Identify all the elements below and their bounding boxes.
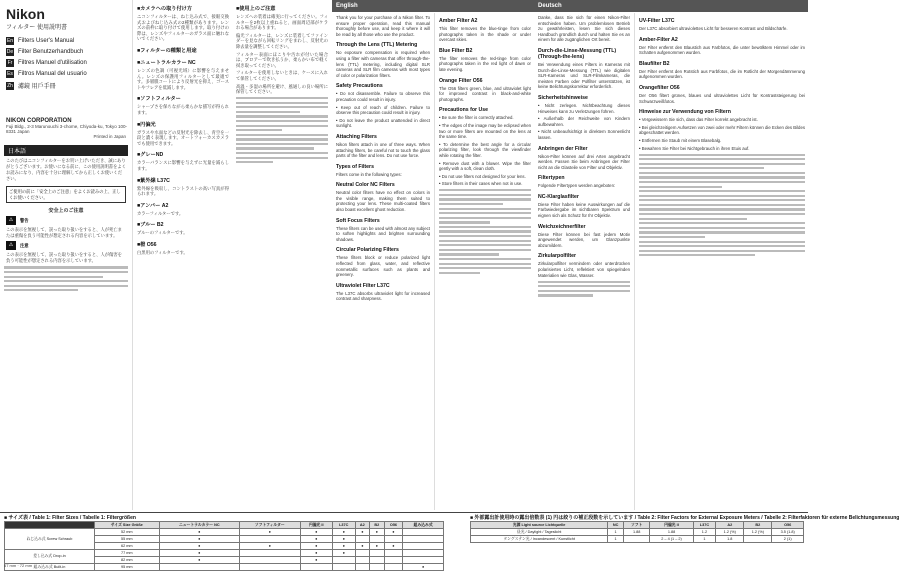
bottom-tables xyxy=(0,512,899,571)
table-cell: 1.88 xyxy=(623,529,649,536)
bullet-text: Do not use filters not designed for your lens. xyxy=(441,173,526,179)
section-heading: ■アンバー A2 xyxy=(137,202,169,209)
lang-code: Es xyxy=(7,71,13,77)
table-cell: 77 mm xyxy=(95,550,160,557)
table-cell: 1 xyxy=(693,536,716,543)
japanese-heading: 日本語 xyxy=(4,145,128,156)
section-text: Der Filter entfernt den Rotstich aus Farbfotos, die im Rotlicht der Morgendämmerung aufgenommen wurden. xyxy=(639,68,805,80)
section-text: レンズの色調（可視光域）に影響を与えません。レンズの保護用フィルターとして最適です。多層膜コートにより反射光を抑え、ゴーストやフレアを低減します。 xyxy=(137,67,229,90)
bullet-item: • Remove dust with a blower. Wipe the filter gently with a soft, clean cloth. xyxy=(439,160,531,172)
table-cell: 82 mm xyxy=(95,557,160,564)
section-text: Diese Filter können bei fast jedem Motiv angewendet werden, um Glanzpunkte abzumildern. xyxy=(538,231,630,248)
lang-code: Fr xyxy=(7,60,13,66)
bullet-text: Store filters in their cases when not in use. xyxy=(441,181,523,187)
section-heading: Amber-Filter A2 xyxy=(639,36,678,43)
text-lines-decoration xyxy=(439,189,531,274)
section-heading: Orangefilter O56 xyxy=(639,84,680,91)
section-text: Bei Verwendung eines Filters in Kameras mit Durch-die-Linse-Messung (TTL) wie digitalen SLR-Kameras und SLR-Filmkameras, die meisten Farben oder Polfilter unterstützen, ist keine Belichtungskorrektur erforderlich. xyxy=(538,61,630,90)
section-text: Filters come in the following types: xyxy=(336,171,402,177)
bullet-item: • The edges of the image may be eclipsed when two or more filters are mounted on the lens at the same time. xyxy=(439,122,532,140)
section-heading: Hinweise zur Verwendung von Filtern xyxy=(639,109,731,116)
bullet-text: Außerhalb der Reichweite von Kindern aufbewahren. xyxy=(538,116,630,127)
lang-label: 濾鏡 用戶手冊 xyxy=(18,84,56,90)
section-heading: Zirkularpolfilter xyxy=(538,253,577,260)
caution-text: この表示を無視して、誤った取り扱いをすると、人が傷害を負う可能性が想定される内容を示しています。 xyxy=(6,252,122,263)
table-cell: 1 xyxy=(608,536,624,543)
text-lines-decoration xyxy=(236,97,328,163)
bullet-text: Do not leave the product unattended in direct sunlight. xyxy=(336,117,430,129)
table-row xyxy=(471,529,804,536)
section-text: カラーバランスに影響を与えずに光量を減らします。 xyxy=(137,160,229,171)
section-heading: Types of Filters xyxy=(336,163,374,170)
section-heading: ■橙 O56 xyxy=(137,241,157,248)
language-list xyxy=(6,37,132,90)
table-header-cell: ソフト xyxy=(623,522,649,529)
japanese-column-2 xyxy=(232,0,332,510)
section-text: Diese Filter haben keine Auswirkungen auf die Farbwiedergabe im sichtbaren Spektrum und eignen sich als Schutz für Ihr Objektiv. xyxy=(538,201,630,219)
table-cell: 1.2 (%) xyxy=(744,529,772,536)
factor-table xyxy=(470,521,804,543)
section-heading: Anbringen der Filter xyxy=(538,145,588,152)
bullet-item: • Außerhalb der Reichweite von Kindern aufbewahren. xyxy=(538,116,630,127)
size-67: 67 mm xyxy=(4,563,17,568)
table-cell: 昼光 / Daylight / Tageslicht xyxy=(471,529,608,536)
table-row: 組み込み式 Built-in 95 mm ● xyxy=(5,564,444,571)
lang-label: Filter Benutzerhandbuch xyxy=(18,49,84,55)
bullet-text: Vergewissern Sie sich, dass das Filter korrekt angebracht ist. xyxy=(641,117,758,123)
section-heading: Attaching Filters xyxy=(336,133,377,140)
deutsch-column-1 xyxy=(534,13,634,510)
bullet-text: Nicht unbeaufsichtigt in direktem Sonnenlicht lassen. xyxy=(538,129,631,140)
table-header-cell: L37C xyxy=(693,522,716,529)
language-item xyxy=(6,48,132,56)
corporation-name: NIKON CORPORATION xyxy=(6,118,72,124)
table-header-cell: O56 xyxy=(384,522,403,529)
warning-icon: ⚠ xyxy=(6,216,16,225)
bullet-text: To determine the best angle for a circular polarizing filter, look through the viewfinder while rotating the filter. xyxy=(439,141,531,158)
section-text: 紫外線を吸収し、コントラストの高い写真が得られます。 xyxy=(137,185,229,197)
section-text: フィルター表面にほこりや汚れが付いた場合は、ブロアーで吹き払うか、柔らかい布で軽く拭き取ってください。 xyxy=(236,51,328,68)
intro-text: Thank you for your purchase of a Nikon filter. To ensure proper operation, read this manual thoroughly before use, and keep it where it will be read by all those who use the product. xyxy=(336,15,430,37)
printed-in: Printed in Japan xyxy=(93,134,126,139)
section-heading: Blue Filter B2 xyxy=(439,47,473,54)
bullet-text: Nicht zerlegen. Nichtbeachtung dieses Hinweises kann zu Verletzungen führen. xyxy=(538,102,630,114)
bullet-text: Keep out of reach of children. Failure to observe this precaution could result in injury. xyxy=(336,104,430,116)
section-heading: ■カメラへの取り付け方 xyxy=(137,6,193,12)
section-text: Der O56 filtert grünes, blaues und ultraviolettes Licht für Kontraststeigerung bei Schwarzweißfotos. xyxy=(639,92,805,104)
safety-title: 安全上のご注意 xyxy=(48,208,84,214)
table-cell: 1.88 xyxy=(650,529,693,536)
caution-icon: ⚠ xyxy=(6,241,16,250)
section-heading: Safety Precautions xyxy=(336,83,383,90)
section-heading: ■ブルー B2 xyxy=(137,222,164,229)
section-heading: Through the Lens (TTL) Metering xyxy=(336,42,418,49)
section-text: Nikon-Filter können auf drei Arten angebracht werden. Fassen Sie beim Anbringen der Filter nicht an die Glasteile von Filter und Objektiv. xyxy=(538,153,630,170)
safety-box xyxy=(6,186,126,203)
section-heading: NC-Klarglasfilter xyxy=(538,193,579,200)
factor-table-title: ■ 外部露出計使用時の露出倍数表 (1) 円は絞りの補正段数を示しています / Table 2: Filter Factors for External Exposure Meters / Tabelle 2: Filterfaktoren für externe Belichtungsmessung xyxy=(470,515,899,521)
section-text: カラーフィルターです。 xyxy=(137,210,184,216)
section-heading: Neutral Color NC Filters xyxy=(336,182,395,189)
table-cell: 95 mm xyxy=(95,564,160,571)
section-text: The L37C absorbs ultraviolet light for increased contrast and sharpness. xyxy=(336,290,430,302)
bullet-item: • Nicht unbeaufsichtigt in direktem Sonnenlicht lassen. xyxy=(538,129,631,140)
section-heading: ■ソフトフィルター xyxy=(137,96,181,103)
table-header-cell: B2 xyxy=(744,522,772,529)
section-text: These filters block or reduce polarized light reflected from glass, water, and reflective nonmetallic surfaces such as plants and greenery. xyxy=(336,255,430,278)
table-header-cell: O56 xyxy=(772,522,804,529)
size-72: 72 mm xyxy=(19,563,33,568)
section-heading: Weichzeichnerfilter xyxy=(538,223,586,230)
table-cell: 1.2 (%) xyxy=(716,529,744,536)
section-heading: ■紫外線 L37C xyxy=(137,177,170,184)
bullet-item: • Store filters in their cases when not in use. xyxy=(439,181,523,187)
caution-row xyxy=(6,241,126,250)
table-header-cell: 光源 Light source Lichtquelle xyxy=(471,522,608,529)
table-cell: 2 (1) xyxy=(772,536,804,543)
language-item xyxy=(6,70,132,78)
language-item xyxy=(6,59,132,67)
table-header-cell: ニュートラルカラー NC xyxy=(159,522,239,529)
bullet-item: • To determine the best angle for a circular polarizing filter, look through the viewfinder while rotating the filter. xyxy=(439,141,531,158)
table-header-cell: NC xyxy=(608,522,624,529)
table-row: ねじ込み式 Screw Schraub 52 mm ● ● ● ● ● ● ● xyxy=(5,529,444,536)
deutsch-column-2 xyxy=(634,13,809,510)
table-cell: 62 mm xyxy=(95,543,160,550)
deutsch-lang-bar: Deutsch xyxy=(534,0,808,12)
table-header-row xyxy=(5,522,444,529)
section-text: The O56 filters green, blue, and ultraviolet light for improved contrast in black-and-white photographs. xyxy=(439,85,531,102)
table-header-cell: 円偏光 II xyxy=(300,522,332,529)
size-table xyxy=(4,521,444,571)
bullet-item: • Bewahren Sie Filter bei Nichtgebrauch in ihren Etuis auf. xyxy=(639,145,750,151)
corporation-address: Fuji Bldg., 2-3 Marunouchi 3-chome, Chiyoda-ku, Tokyo 100-8331 Japan xyxy=(6,124,127,134)
table-cell: 1.2 xyxy=(693,529,716,536)
bullet-item: • Entfernen Sie Staub mit einem Blasebalg. xyxy=(639,137,722,143)
table-header-cell: ソフトフィルター xyxy=(240,522,301,529)
japanese-intro: このたびはニコンフィルターをお買い上げいただき、誠にありがとうございます。お使いになる前に、この使用説明書をよくお読みになり、内容を十分に理解してから正しくお使いください。 xyxy=(6,158,126,181)
section-text: The filter removes the red-tinge from color photographs taken in the red light of dawn or late evening. xyxy=(439,55,531,72)
table-cell: タングステン光 / Incandescent / Kunstlicht xyxy=(471,536,608,543)
table-row: 62 mm ● ● ● ● ● ● ● xyxy=(5,543,444,550)
section-heading: Ultraviolet Filter L37C xyxy=(336,282,390,289)
language-item xyxy=(6,37,132,45)
bullet-text: Be sure the filter is correctly attached. xyxy=(441,115,514,121)
table-cell: 1 xyxy=(608,529,624,536)
section-heading: Soft Focus Filters xyxy=(336,217,380,224)
section-heading: Sicherheitshinweise xyxy=(538,94,588,101)
section-heading: Orange Filter O56 xyxy=(439,77,483,84)
section-heading: Circular Polarizing Filters xyxy=(336,247,399,254)
japanese-column-1 xyxy=(132,0,233,510)
cover-column xyxy=(0,0,132,510)
section-heading: Amber Filter A2 xyxy=(439,18,478,24)
section-text: Folgende Filtertypen werden angeboten: xyxy=(538,183,616,189)
lang-label: Filtros Manual del usuario xyxy=(18,71,87,77)
table-cell: 55 mm xyxy=(95,536,160,543)
bullet-item: • Be sure the filter is correctly attached. xyxy=(439,115,514,121)
table-cell: 組み込み式 Built-in xyxy=(5,564,95,571)
section-text: These filters can be used with almost any subject to soften highlights and brighten surrounding shadows. xyxy=(336,225,430,242)
table-row xyxy=(471,536,804,543)
table-cell xyxy=(623,536,649,543)
table-header-cell: L37C xyxy=(332,522,355,529)
section-text: 白黒用のフィルターです。 xyxy=(137,249,188,255)
intro-text: Danke, dass Sie sich für einen Nikon-Filter entschieden haben. Um problemlosen Betrieb zu gewährleisten, lesen Sie sich dieses Handbuch gründlich durch und halten Sie es an einem für alle zugänglichen Ort bereit. xyxy=(538,15,630,43)
warning-row xyxy=(6,216,126,225)
table-header-cell: A2 xyxy=(716,522,744,529)
table-row: 82 mm ● ● xyxy=(5,557,444,564)
caution-label: 注意 xyxy=(20,242,29,248)
section-text: Der Filter entfernt den Blaustich aus Farbfotos, die unter bewölktem Himmel oder im Schatten aufgenommen wurden. xyxy=(639,44,805,56)
safety-text: ご使用の前に「安全上のご注意」をよくお読みの上、正しくお使いください。 xyxy=(9,189,121,200)
table-cell: 2 – 4 (1 – 2) xyxy=(650,536,693,543)
lang-code: Zh xyxy=(7,82,13,89)
bullet-item: • Do not disassemble. Failure to observe this precaution could result in injury. xyxy=(336,91,430,102)
table-row: 55 mm ● ● ● xyxy=(5,536,444,543)
bullet-item: • Bei gleichzeitigem Aufsetzen von zwei oder mehr Filtern können die Ecken des Bildes abgeschattet werden. xyxy=(639,124,805,136)
section-text: Der L37C absorbiert ultraviolettes Licht für besseren Kontrast und Bildschärfe. xyxy=(639,26,788,31)
section-text: Nikon filters attach in one of three ways. When attaching filters, be careful not to touch the glass parts of the filter and lens. Do not use force. xyxy=(336,141,430,159)
section-text: シャープさを保ちながら柔らかな描写が得られます。 xyxy=(137,104,229,115)
brand-subtitle: フィルター 使用説明書 xyxy=(6,25,67,31)
section-heading: ■使用上のご注意 xyxy=(236,6,276,12)
table-header-cell: B2 xyxy=(370,522,384,529)
bullet-text: Bei gleichzeitigem Aufsetzen von zwei oder mehr Filtern können die Ecken des Bildes abgeschattet werden. xyxy=(639,124,805,136)
text-lines-decoration xyxy=(639,154,805,257)
section-heading: ■円偏光 xyxy=(137,121,156,128)
section-heading: Filtertypen xyxy=(538,175,565,182)
table-cell xyxy=(744,536,772,543)
bullet-item: • Keep out of reach of children. Failure to observe this precaution could result in injury. xyxy=(336,104,430,116)
bullet-text: Bewahren Sie Filter bei Nichtgebrauch in ihren Etuis auf. xyxy=(641,145,750,151)
bullet-text: Entfernen Sie Staub mit einem Blasebalg. xyxy=(641,137,722,143)
section-text: No exposure compensation is required when using a filter with cameras that offer through-the-lens (TTL) metering, including digital SLR cameras and SLR film cameras with most types of color or polarization filters. xyxy=(336,50,430,78)
table-header-cell: 組み込み式 xyxy=(403,522,444,529)
lang-label: Filters User's Manual xyxy=(18,38,75,44)
table-cell: 3.5 (1.8) xyxy=(772,529,804,536)
table-cell: 52 mm xyxy=(95,529,160,536)
table-cell: 差し込み式 Drop-in xyxy=(5,550,95,564)
size-extra: 67 mm · 72 mm xyxy=(4,563,33,568)
english-lang-bar: English xyxy=(332,0,534,12)
section-heading: Precautions for Use xyxy=(439,107,489,114)
warning-label: 警告 xyxy=(20,217,29,223)
text-lines-decoration xyxy=(4,266,128,291)
text-lines-decoration xyxy=(538,281,630,297)
section-heading: Durch-die-Linse-Messung (TTL) (Through-the-lens) xyxy=(538,47,617,60)
section-heading: ■ニュートラルカラー NC xyxy=(137,59,196,66)
table-header-cell: A2 xyxy=(355,522,369,529)
section-text: 偏光フィルターは、レンズに装着してファインダーを見ながら回転リングをまわし、反射光の除去量を調整してください。 xyxy=(236,32,328,49)
table-header-row xyxy=(471,522,804,529)
lang-code: De xyxy=(6,49,14,55)
bullet-item: • Vergewissern Sie sich, dass das Filter korrekt angebracht ist. xyxy=(639,117,758,123)
section-text: レンズへの装着は確実に行ってください。フィルターを2枚以上重ねると、画面周辺部がケラれる場合があります。 xyxy=(236,14,328,31)
english-column-1 xyxy=(332,13,434,510)
section-text: This filter removes the blue-tinge from color photographs taken in the shade or under overcast skies. xyxy=(439,26,531,43)
section-text: ガラスや水面などの反射光を除去し、青空を一段と濃く表現します。オートフォーカスカメラでも使用できます。 xyxy=(137,129,229,146)
section-text: Neutral color filters have no effect on colors in the visible range, making them suited to protecting your lens. These multi-coated filters also boast excellent ghost reduction. xyxy=(336,190,430,213)
bullet-item: • Do not use filters not designed for your lens. xyxy=(439,173,526,179)
section-heading: Blaufilter B2 xyxy=(639,60,670,67)
english-column-2 xyxy=(434,13,535,510)
table-cell: 1.8 xyxy=(716,536,744,543)
section-heading: UV-Filter L37C xyxy=(639,18,675,24)
section-heading: ■フィルターの種類と用途 xyxy=(137,47,197,54)
brand-logo: Nikon xyxy=(6,6,45,22)
bullet-text: Do not disassemble. Failure to observe this precaution could result in injury. xyxy=(336,91,430,102)
warning-text: この表示を無視して、誤った取り扱いをすると、人が死亡または重傷を負う可能性が想定される内容を示しています。 xyxy=(6,227,122,238)
table-header-cell xyxy=(5,522,95,529)
table-row: 差し込み式 Drop-in 77 mm ● ● ● xyxy=(5,550,444,557)
bullet-text: Remove dust with a blower. Wipe the filter gently with a soft, clean cloth. xyxy=(439,160,531,172)
section-text: フィルターを使用しないときは、ケースに入れて保管してください。 xyxy=(236,70,328,81)
bullet-item: • Nicht zerlegen. Nichtbeachtung dieses Hinweises kann zu Verletzungen führen. xyxy=(538,102,630,114)
lang-label: Filtres Manuel d'utilisation xyxy=(18,60,87,66)
section-heading: ■グレーND xyxy=(137,152,164,159)
section-text: Zirkularpolfilter vermindern oder unterdrücken polarisiertes Licht, reflektiert von spiegelnden Materialien wie Glas, Wasser. xyxy=(538,261,630,278)
bullet-text: The edges of the image may be eclipsed when two or more filters are mounted on the lens at the same time. xyxy=(439,122,532,140)
language-item xyxy=(6,81,132,90)
section-text: 高温・多湿の場所を避け、風通しの良い場所に保管してください。 xyxy=(236,83,328,95)
lang-code: En xyxy=(6,38,14,44)
section-text: ニコンフィルターは、ねじ込み式で、接眼交換式およびねじ込み式の2種類があります。レンズの前枠に取り付けて使用します。取り付けの際は、レンズやフィルターのガラス面に触れないでください。 xyxy=(137,14,229,42)
bullet-item: • Do not leave the product unattended in direct sunlight. xyxy=(336,117,430,129)
size-table-title: ■ サイズ表 / Table 1: Filter Sizes / Tabelle 1: Filtergrößen xyxy=(4,515,136,521)
section-text: ブルーのフィルターです。 xyxy=(137,230,188,236)
table-cell: ねじ込み式 Screw Schraub xyxy=(5,529,95,550)
table-header-cell: サイズ Size Größe xyxy=(95,522,160,529)
table-header-cell: 円偏光 II xyxy=(650,522,693,529)
